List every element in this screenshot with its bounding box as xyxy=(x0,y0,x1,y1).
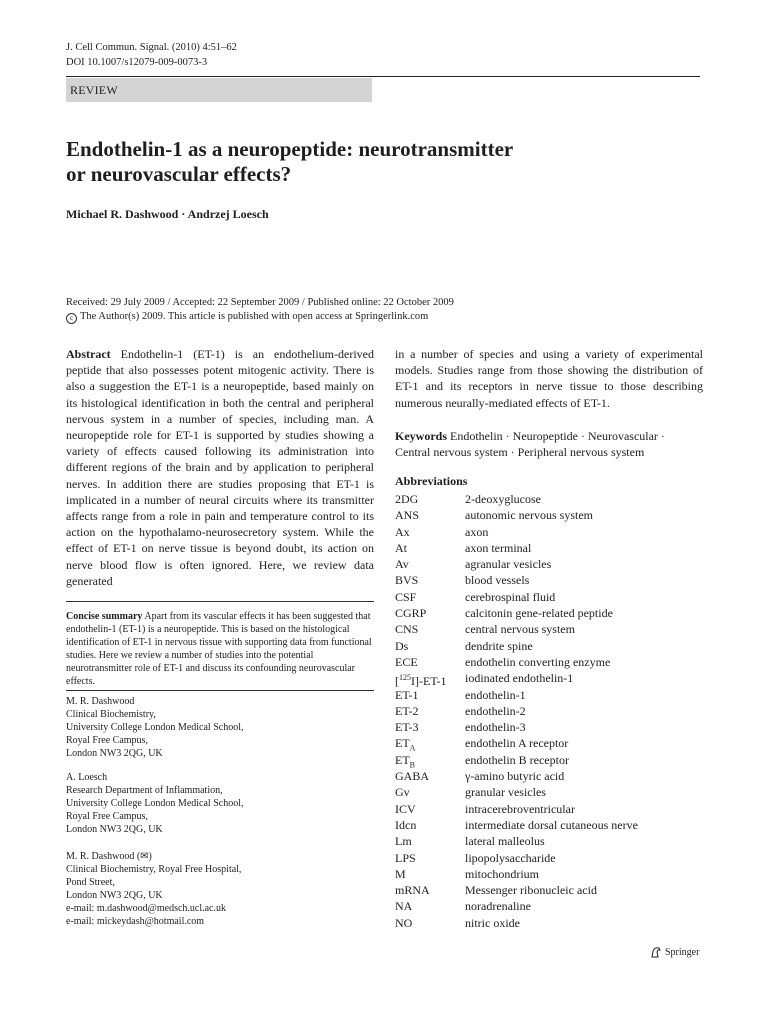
abbreviation-row xyxy=(395,670,715,689)
abbreviation-definition: blood vessels xyxy=(465,573,530,588)
abbreviation-row xyxy=(395,621,715,637)
abbreviation-row xyxy=(395,915,715,931)
abbreviation-term: $ET_A$ xyxy=(395,736,416,753)
article-title xyxy=(66,137,626,187)
abbreviation-term: Ax xyxy=(395,524,410,539)
abbreviation-row xyxy=(395,850,715,866)
abbreviation-row xyxy=(395,491,715,507)
abbreviation-term: Ds xyxy=(395,638,409,653)
abbreviation-definition: noradrenaline xyxy=(465,899,531,914)
abbreviation-definition: agranular vesicles xyxy=(465,557,552,572)
abbreviation-definition: autonomic nervous system xyxy=(465,508,593,523)
abbreviation-row xyxy=(395,817,715,833)
header-rule xyxy=(66,76,700,77)
abbreviation-term: Idcn xyxy=(395,817,417,832)
abbreviation-definition: endothelin-1 xyxy=(465,687,526,702)
concise-summary-text: Apart from its vascular effects it has been suggested that endothelin-1 (ET-1) is a neuropeptide. This is based on the histological identification of ET-1 in nervous tissue with supporting data from functional studies. Here we review a number of studies into the potential neurotransmitter role of ET-1 and discuss its confounding neurovascular effects. xyxy=(66,611,372,687)
abbreviation-row xyxy=(395,866,715,882)
abstract-label: Abstract xyxy=(66,347,111,361)
summary-rule xyxy=(66,690,374,691)
abbreviation-definition: endothelin-2 xyxy=(465,703,526,718)
abbreviation-row xyxy=(395,556,715,572)
abbreviation-definition: mitochondrium xyxy=(465,866,539,881)
abbreviation-row xyxy=(395,768,715,784)
abbreviation-definition: endothelin B receptor xyxy=(465,752,569,767)
affiliation-line: London NW3 2QG, UK xyxy=(66,824,163,835)
abbreviation-term: NO xyxy=(395,915,413,930)
affiliation-line: M. R. Dashwood xyxy=(66,696,135,707)
abbreviation-definition: iodinated endothelin-1 xyxy=(465,671,574,686)
abbreviation-term: M xyxy=(395,866,406,881)
abbreviation-row xyxy=(395,638,715,654)
keywords-line-1: Endothelin · Neuropeptide · Neurovascular · xyxy=(450,429,665,443)
abbreviation-row xyxy=(395,507,715,523)
abbreviation-definition: calcitonin gene-related peptide xyxy=(465,606,613,621)
affiliation-line: University College London Medical School, xyxy=(66,722,244,733)
abbreviation-term: NA xyxy=(395,899,413,914)
abbreviation-row xyxy=(395,654,715,670)
abbreviation-row xyxy=(395,589,715,605)
abbreviation-term: At xyxy=(395,540,407,555)
copyright-icon: c xyxy=(66,313,77,324)
affiliation-loesch xyxy=(66,771,374,836)
abstract xyxy=(66,346,374,589)
abbreviation-definition: axon xyxy=(465,524,489,539)
affiliation-line: A. Loesch xyxy=(66,772,108,783)
abbreviation-definition: endothelin-3 xyxy=(465,720,526,735)
abbreviation-definition: central nervous system xyxy=(465,622,575,637)
abbreviations-list xyxy=(395,491,715,931)
abbreviation-row xyxy=(395,524,715,540)
abbreviation-row xyxy=(395,898,715,914)
abbreviation-definition: Messenger ribonucleic acid xyxy=(465,883,597,898)
abbreviation-definition: nitric oxide xyxy=(465,915,520,930)
keywords-label: Keywords xyxy=(395,429,447,443)
affiliation-line: Pond Street, xyxy=(66,877,115,888)
concise-summary xyxy=(66,601,374,688)
abbreviation-term: LPS xyxy=(395,850,416,865)
publication-info xyxy=(66,296,454,324)
abbreviation-definition: dendrite spine xyxy=(465,638,533,653)
abbreviation-row xyxy=(395,687,715,703)
publication-dates: Received: 29 July 2009 / Accepted: 22 September 2009 / Published online: 22 October 2009 xyxy=(66,297,454,308)
affiliation-dashwood xyxy=(66,695,374,760)
abbreviation-definition: 2-deoxyglucose xyxy=(465,492,541,506)
abstract-continued: in a number of species and using a variety of experimental models. Studies range from those showing the distribution of ET-1 and its receptors in nerve tissue to those describing numerous neurally-mediated effects of ET-1. xyxy=(395,347,703,410)
abbreviation-term: Lm xyxy=(395,834,412,849)
abbreviation-term: Av xyxy=(395,557,409,572)
abbreviation-term: [$^{125}$I]-ET-1 xyxy=(395,673,447,689)
abbreviation-row xyxy=(395,801,715,817)
abbreviation-term: mRNA xyxy=(395,883,430,898)
abbreviation-row xyxy=(395,752,715,768)
abbreviation-term: CSF xyxy=(395,589,417,604)
affiliation-line: Research Department of Inflammation, xyxy=(66,785,223,796)
abbreviation-definition: lateral malleolus xyxy=(465,834,545,849)
abbreviation-definition: lipopolysaccharide xyxy=(465,850,556,865)
abbreviation-row xyxy=(395,540,715,556)
abbreviation-term: Gv xyxy=(395,785,410,800)
abbreviation-row xyxy=(395,833,715,849)
abbreviation-term: $ET_B$ xyxy=(395,752,416,770)
affiliation-line: Clinical Biochemistry, Royal Free Hospital, xyxy=(66,864,242,875)
keywords-line-2: Central nervous system · Peripheral nervous system xyxy=(395,445,645,460)
affiliation-line: Royal Free Campus, xyxy=(66,811,148,822)
abbreviation-term: ICV xyxy=(395,801,416,816)
abbreviation-term: ANS xyxy=(395,508,420,523)
abbreviation-term: ET-1 xyxy=(395,687,419,702)
abbreviation-definition: intracerebroventricular xyxy=(465,801,575,816)
abbreviation-term: BVS xyxy=(395,573,419,588)
affiliation-line: Clinical Biochemistry, xyxy=(66,709,156,720)
abbreviation-term: ECE xyxy=(395,654,418,669)
author-list: Michael R. Dashwood · Andrzej Loesch xyxy=(66,207,269,221)
abbreviation-term: ET-2 xyxy=(395,703,419,718)
abbreviation-row xyxy=(395,719,715,735)
concise-summary-label: Concise summary xyxy=(66,611,143,622)
affiliation-line: Royal Free Campus, xyxy=(66,735,148,746)
affiliation-line: M. R. Dashwood (✉) xyxy=(66,851,152,862)
abbreviation-term: ET-3 xyxy=(395,720,419,735)
abbreviation-row xyxy=(395,572,715,588)
abbreviation-definition: endothelin A receptor xyxy=(465,736,569,751)
email-line[interactable]: e-mail: mickeydash@hotmail.com xyxy=(66,916,205,927)
copyright-line: c The Author(s) 2009. This article is published with open access at Springerlink.com xyxy=(66,310,454,324)
journal-citation xyxy=(66,40,237,70)
abbreviation-definition: endothelin converting enzyme xyxy=(465,654,611,669)
abbreviation-term: 2DG xyxy=(395,492,419,506)
abbreviation-definition: cerebrospinal fluid xyxy=(465,589,556,604)
abbreviation-row xyxy=(395,703,715,719)
abbreviation-definition: granular vesicles xyxy=(465,785,546,800)
abstract-text: Endothelin-1 (ET-1) is an endothelium-derived peptide that also possesses potent mitogenic activity. There is also a suggestion the ET-1 is a neuropeptide, based mainly on its histological identification in both the central and peripheral nervous system in a number of species, including man. A neuropeptide role for ET-1 is supported by studies showing a variety of effects caused following its administration into different regions of the brain and by application to peripheral nerves. In addition there are studies proposing that ET-1 is implicated in a number of neural circuits where its transmitter affects range from a role in pain and temperature control to its action on the hypothalamo-neurosecretory system. While the effect of ET-1 on nerve tissue is beyond doubt, its action on nerve blood flow is often ignored. Here, we review data generated xyxy=(66,347,374,588)
email-line[interactable]: e-mail: m.dashwood@medsch.ucl.ac.uk xyxy=(66,903,226,914)
affiliation-line: London NW3 2QG, UK xyxy=(66,890,163,901)
abbreviation-row xyxy=(395,735,715,751)
doi-line: DOI 10.1007/s12079-009-0073-3 xyxy=(66,57,208,68)
publisher-logo xyxy=(650,946,699,958)
abbreviation-row xyxy=(395,605,715,621)
abbreviation-row xyxy=(395,784,715,800)
journal-line: J. Cell Commun. Signal. (2010) 4:51–62 xyxy=(66,42,237,53)
title-line-2: or neurovascular effects? xyxy=(66,162,292,186)
abbreviation-definition: axon terminal xyxy=(465,540,532,555)
abbreviation-term: CNS xyxy=(395,622,419,637)
abbreviation-term: GABA xyxy=(395,769,430,784)
section-label: REVIEW xyxy=(66,78,372,102)
corresponding-author xyxy=(66,850,374,928)
title-line-1: Endothelin-1 as a neuropeptide: neurotransmitter xyxy=(66,137,514,161)
abbreviation-definition: γ-amino butyric acid xyxy=(465,769,565,784)
abbreviation-term: CGRP xyxy=(395,606,427,621)
abbreviation-row xyxy=(395,882,715,898)
abbreviations-heading: Abbreviations xyxy=(395,474,468,488)
keywords xyxy=(395,428,715,460)
affiliation-line: University College London Medical School, xyxy=(66,798,244,809)
affiliation-line: London NW3 2QG, UK xyxy=(66,748,163,759)
publisher-name: Springer xyxy=(665,946,700,958)
abbreviation-definition: intermediate dorsal cutaneous nerve xyxy=(465,817,638,832)
springer-horse-icon xyxy=(650,946,662,958)
